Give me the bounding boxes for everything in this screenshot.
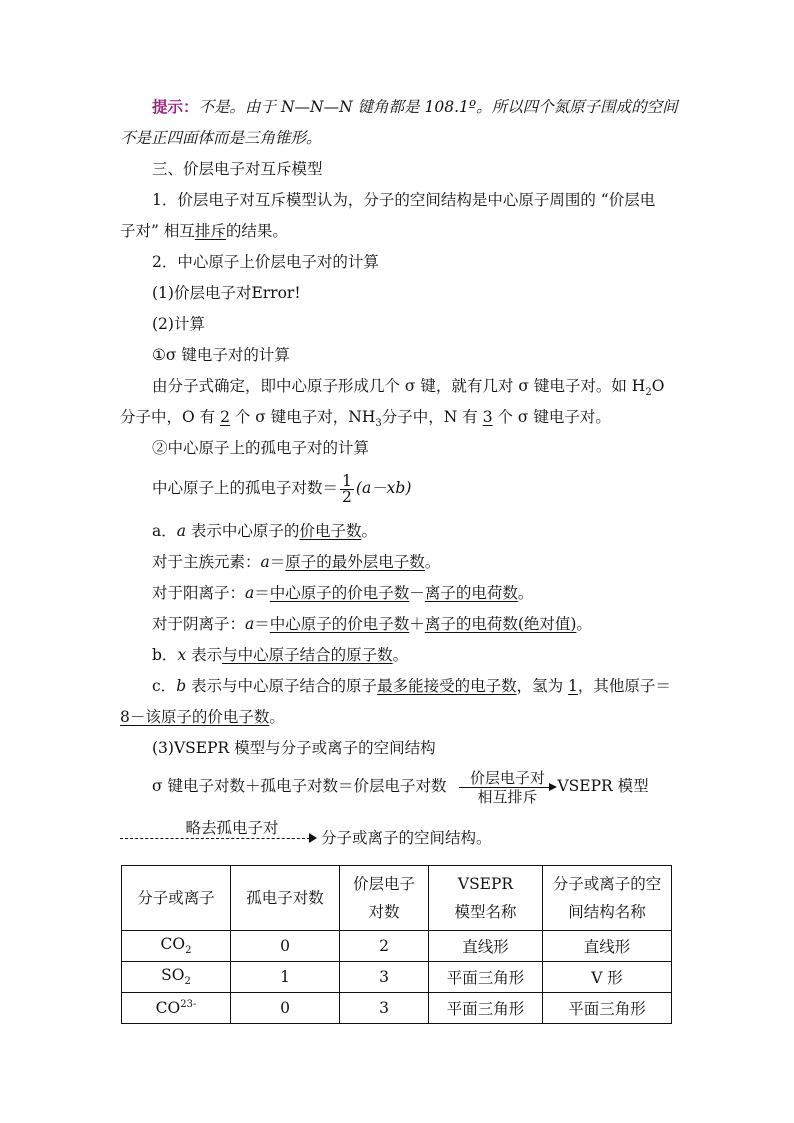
- formula-text: SO: [161, 966, 185, 985]
- p1-underline: 排斥: [194, 222, 226, 240]
- sigma-underline-2: 3: [482, 408, 493, 426]
- item-a-text: 表示中心原子的: [186, 522, 300, 540]
- header-text: 对数: [368, 903, 400, 921]
- table-header-row: [122, 866, 672, 931]
- formula-sub: 2: [184, 976, 191, 988]
- item-c-underline-2: 1: [568, 677, 578, 695]
- cell-pairs: 2: [340, 931, 429, 962]
- cell-formula: [122, 962, 231, 993]
- p2-2: (2)计算: [152, 315, 205, 333]
- sigma-line-1: [152, 376, 712, 403]
- item-a-underline: 价电子数: [299, 522, 362, 540]
- p1-text-a: 子对” 相互: [120, 222, 195, 240]
- fraction: [340, 471, 354, 506]
- item-a: [152, 521, 712, 541]
- header-valence-pairs: [340, 866, 429, 931]
- formula-expression: (a－xb): [355, 479, 412, 497]
- item-b-prefix: b．: [152, 646, 178, 664]
- item-c-end: 。: [269, 708, 285, 726]
- arrow-2-line: [120, 838, 310, 839]
- an-op: ＋: [409, 615, 425, 633]
- item-anion: [152, 614, 712, 634]
- header-text: 模型名称: [454, 903, 517, 921]
- table-row: [122, 962, 672, 993]
- item-b: [152, 645, 712, 665]
- item-cation: [152, 583, 712, 603]
- flow-left: σ 键电子对数＋孤电子对数＝价层电子对数: [152, 777, 447, 795]
- sigma-text-2b: 个 σ 键电子对，NH: [229, 408, 376, 426]
- main-eq: ＝: [269, 553, 286, 571]
- cell-lone: 0: [231, 931, 340, 962]
- sigma-text-1b: O: [651, 377, 665, 395]
- cell-shape: 平面三角形: [543, 993, 672, 1024]
- formula-sub: 2: [185, 945, 192, 957]
- arrow-1-line: [459, 787, 555, 788]
- arrow-2-top: 略去孤电子对: [185, 819, 279, 837]
- cat-underline-2: 离子的电荷数: [424, 584, 518, 602]
- flow-right: 分子或离子的空间结构。: [321, 829, 492, 847]
- item-c-text: 表示与中心原子结合的原子: [186, 677, 378, 695]
- item-c-line-2: [120, 707, 680, 727]
- lone-formula: [152, 468, 712, 508]
- p1-line-2: [120, 221, 680, 241]
- cat-op: －: [409, 584, 425, 602]
- p2-title: 2．中心原子上价层电子对的计算: [152, 253, 379, 271]
- header-text: 分子或离子: [137, 889, 215, 907]
- item-c-mid: ，氢为: [516, 677, 569, 695]
- cell-lone: 1: [231, 962, 340, 993]
- table-row: [122, 931, 672, 962]
- table-row: [122, 993, 672, 1024]
- an-var: a: [245, 615, 255, 633]
- cell-vsepr: 平面三角形: [429, 993, 543, 1024]
- main-var: a: [260, 553, 270, 571]
- item-c-var: b: [176, 677, 187, 695]
- cell-pairs: 3: [340, 993, 429, 1024]
- item-main-group: [152, 552, 712, 572]
- main-prefix: 对于主族元素：: [152, 553, 261, 571]
- cat-prefix: 对于阳离子：: [152, 584, 246, 602]
- arrow-1-bottom: 相互排斥: [477, 787, 538, 806]
- sigma-line-2: [120, 407, 680, 434]
- cell-shape: V 形: [543, 962, 672, 993]
- an-prefix: 对于阴离子：: [152, 615, 246, 633]
- formula-text: CO: [155, 999, 181, 1018]
- arrow-1-top: 价层电子对: [469, 768, 545, 787]
- cat-end: 。: [517, 584, 534, 602]
- sigma-title: ①σ 键电子对的计算: [152, 346, 290, 364]
- cell-lone: 0: [231, 993, 340, 1024]
- header-text: 孤电子对数: [246, 889, 324, 907]
- an-underline-1: 中心原子的价电子数: [269, 615, 410, 633]
- p1-text-b: 的结果。: [225, 222, 288, 240]
- item-c-mid2: ，其他原子＝: [577, 677, 671, 695]
- arrow-1: [459, 769, 555, 806]
- cell-formula: [122, 993, 231, 1024]
- p3-title: (3)VSEPR 模型与分子或离子的空间结构: [152, 739, 436, 757]
- header-shape: [543, 866, 672, 931]
- flow-line-1: [152, 766, 712, 806]
- header-text: 价层电子: [352, 875, 415, 893]
- an-eq: ＝: [254, 615, 270, 633]
- formula-prefix: 中心原子上的孤电子对数＝: [152, 479, 339, 497]
- cell-formula: [122, 931, 231, 962]
- item-a-prefix: a．: [152, 522, 177, 540]
- sigma-underline-1: 2: [220, 408, 230, 426]
- hint-line-1: [152, 97, 712, 117]
- cell-vsepr: 直线形: [429, 931, 543, 962]
- item-c-underline-1: 最多能接受的电子数: [377, 677, 517, 695]
- item-a-end: 。: [361, 522, 377, 540]
- main-underline: 原子的最外层电子数: [285, 553, 425, 571]
- fraction-numerator: 1: [342, 471, 352, 490]
- cell-shape: 直线形: [543, 931, 672, 962]
- sigma-text-2c: 分子中，N 有: [381, 408, 483, 426]
- an-underline-2: 离子的电荷数(绝对值): [424, 615, 577, 633]
- item-b-text: 表示: [186, 646, 223, 664]
- item-c-underline-3: 8－该原子的价电子数: [120, 708, 270, 726]
- sigma-text-1a: 由分子式确定，即中心原子形成几个 σ 键，就有几对 σ 键电子对。如 H: [152, 377, 646, 395]
- cell-pairs: 3: [340, 962, 429, 993]
- sigma-sub-2: 3: [375, 418, 382, 430]
- cat-underline-1: 中心原子的价电子数: [269, 584, 410, 602]
- item-c-line-1: [152, 676, 712, 696]
- an-end: 。: [576, 615, 592, 633]
- fraction-denominator: 2: [342, 487, 352, 506]
- p2-1: (1)价层电子对Error!: [152, 284, 301, 302]
- header-text: 间结构名称: [568, 903, 646, 921]
- hint-text-1: 不是。由于 N—N—N 键角都是 108.1º。所以四个氮原子围成的空间: [198, 98, 678, 116]
- flow-mid: VSEPR 模型: [557, 777, 649, 795]
- item-b-end: 。: [392, 646, 409, 664]
- sigma-text-2d: 个 σ 键电子对。: [492, 408, 611, 426]
- lone-title: ②中心原子上的孤电子对的计算: [152, 439, 370, 457]
- item-c-prefix: c．: [152, 677, 177, 695]
- cat-eq: ＝: [254, 584, 270, 602]
- arrow-2-head: [309, 833, 317, 843]
- sigma-text-2a: 分子中，O 有: [120, 408, 221, 426]
- header-text: 分子或离子的空: [552, 875, 662, 893]
- formula-text: CO: [160, 935, 186, 954]
- formula-sup: 23-: [180, 998, 197, 1010]
- header-lone-pairs: [231, 866, 340, 931]
- hint-label: 提示：: [152, 97, 199, 116]
- main-end: 。: [424, 553, 441, 571]
- hint-line-2: [120, 128, 680, 148]
- header-molecule: [122, 866, 231, 931]
- header-vsepr-model: [429, 866, 543, 931]
- item-b-var: x: [177, 646, 187, 664]
- cell-vsepr: 平面三角形: [429, 962, 543, 993]
- sigma-sub-1: 2: [645, 387, 652, 399]
- section-title: 三、价层电子对互斥模型: [152, 160, 323, 178]
- cat-var: a: [245, 584, 255, 602]
- p1-line-1: 1．价层电子对互斥模型认为，分子的空间结构是中心原子周围的 “价层电: [152, 191, 656, 209]
- item-a-var: a: [176, 522, 186, 540]
- item-b-underline: 与中心原子结合的原子数: [222, 646, 393, 664]
- hint-text-2: 不是正四面体而是三角锥形。: [120, 129, 322, 147]
- header-text: VSEPR: [457, 875, 514, 893]
- vsepr-table: [121, 865, 672, 1024]
